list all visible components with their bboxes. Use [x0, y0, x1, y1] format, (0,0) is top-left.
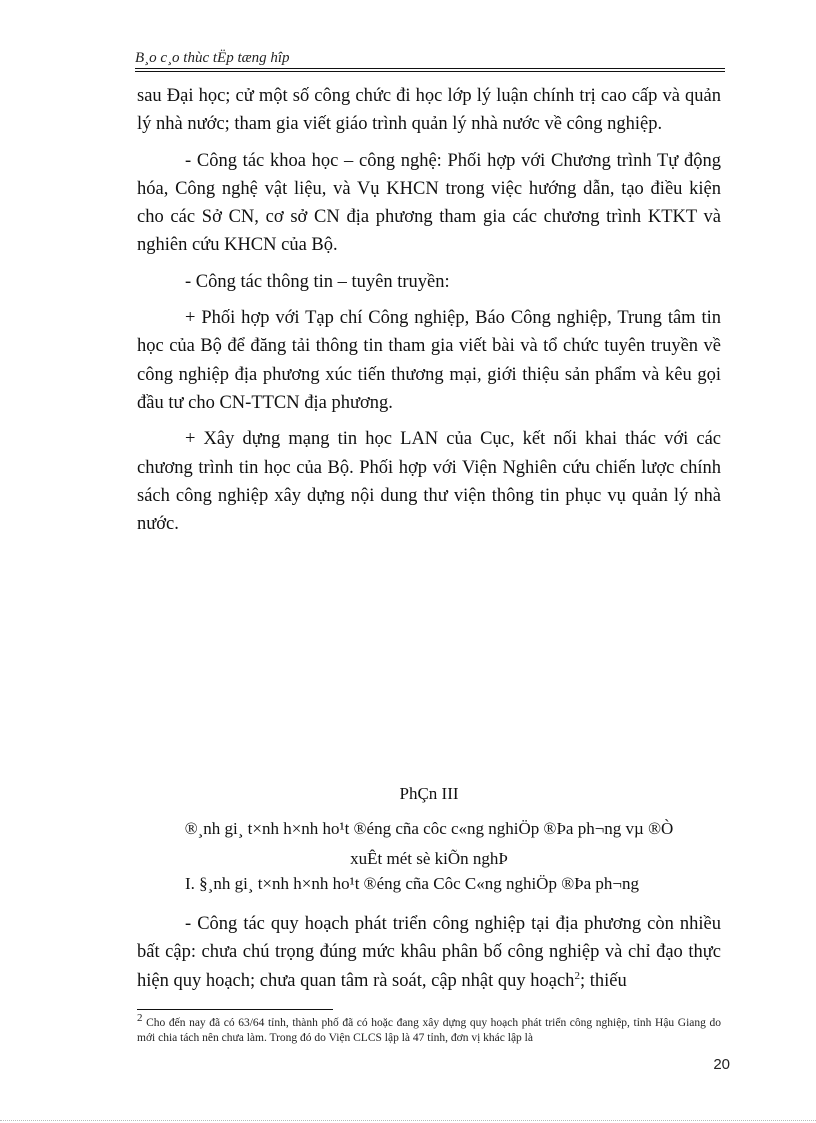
- running-header: B¸o c¸o thùc tËp tæng hîp: [135, 50, 290, 66]
- header-rule: [135, 68, 725, 69]
- page-edge-border: [0, 1120, 816, 1121]
- header-rule-secondary: [135, 71, 725, 72]
- footnote-reference[interactable]: 2: [574, 969, 580, 982]
- part-subtitle: [137, 814, 721, 874]
- part-subtitle-line-2: xuÊt mét sè kiÕn nghÞ: [350, 849, 508, 868]
- paragraph-continuation: sau Đại học; cử một số công chức đi học lớp lý luận chính trị cao cấp và quản lý nhà nước; tham gia viết giáo trình quản lý nhà nước về công nghiệp.: [137, 86, 721, 135]
- part-heading-block: [137, 780, 721, 874]
- body-text: [137, 82, 721, 546]
- part-subtitle-line-1: ®¸nh gi¸ t×nh h×nh ho¹t ®éng cña côc c«ng nghiÖp ®Þa ph¬ng vµ ®Ò: [184, 819, 674, 838]
- footnote-number: 2: [137, 1012, 143, 1025]
- section-body: [137, 910, 721, 995]
- paragraph-planning: [137, 910, 721, 995]
- section-heading: I. §¸nh gi¸ t×nh h×nh ho¹t ®éng cña Côc C«ng nghiÖp ®Þa ph¬ng: [185, 874, 639, 893]
- part-title: PhÇn III: [399, 784, 459, 803]
- paragraph-planning-text: - Công tác quy hoạch phát triển công nghiệp tại địa phương còn nhiều bất cập: chưa chú trọng đúng mức khâu phân bố công nghiệp và chỉ đạo thực hiện quy hoạch; chưa quan tâm rà soát, cập nhật quy hoạch: [137, 914, 721, 991]
- paragraph-lan-network: + Xây dựng mạng tin học LAN của Cục, kết nối khai thác với các chương trình tin học của Bộ. Phối hợp với Viện Nghiên cứu chiến lược chính sách công nghiệp xây dựng nội dung thư viện thông tin phục vụ quản lý nhà nước.: [137, 429, 721, 535]
- paragraph-planning-tail: ; thiếu: [579, 970, 627, 991]
- paragraph-information-publishing: + Phối hợp với Tạp chí Công nghiệp, Báo Công nghiệp, Trung tâm tin học của Bộ để đăng tải thông tin tham gia viết bài và tổ chức tuyên truyền về công nghiệp địa phương xúc tiến thương mại, giới thiệu sản phẩm và kêu gọi đầu tư cho CN-TTCN địa phương.: [137, 308, 721, 413]
- page-number: 20: [713, 1056, 730, 1073]
- paragraph-information-heading: - Công tác thông tin – tuyên truyền:: [185, 271, 450, 292]
- footnote: [137, 1012, 721, 1046]
- footnote-text: Cho đến nay đã có 63/64 tỉnh, thành phố đã có hoặc đang xây dựng quy hoạch phát triển công nghiệp, tỉnh Hậu Giang do mới chia tách nên chưa làm. Trong đó do Viện CLCS lập là 47 tỉnh, đơn vị khác lập là: [137, 1017, 721, 1044]
- footnote-separator: [137, 1009, 333, 1010]
- paragraph-science-technology: - Công tác khoa học – công nghệ: Phối hợp với Chương trình Tự động hóa, Công nghệ vật liệu, và Vụ KHCN trong việc hướng dẫn, tạo điều kiện cho các Sở CN, cơ sở CN địa phương tham gia các chương trình KTKT và nghiên cứu KHCN của Bộ.: [137, 150, 721, 256]
